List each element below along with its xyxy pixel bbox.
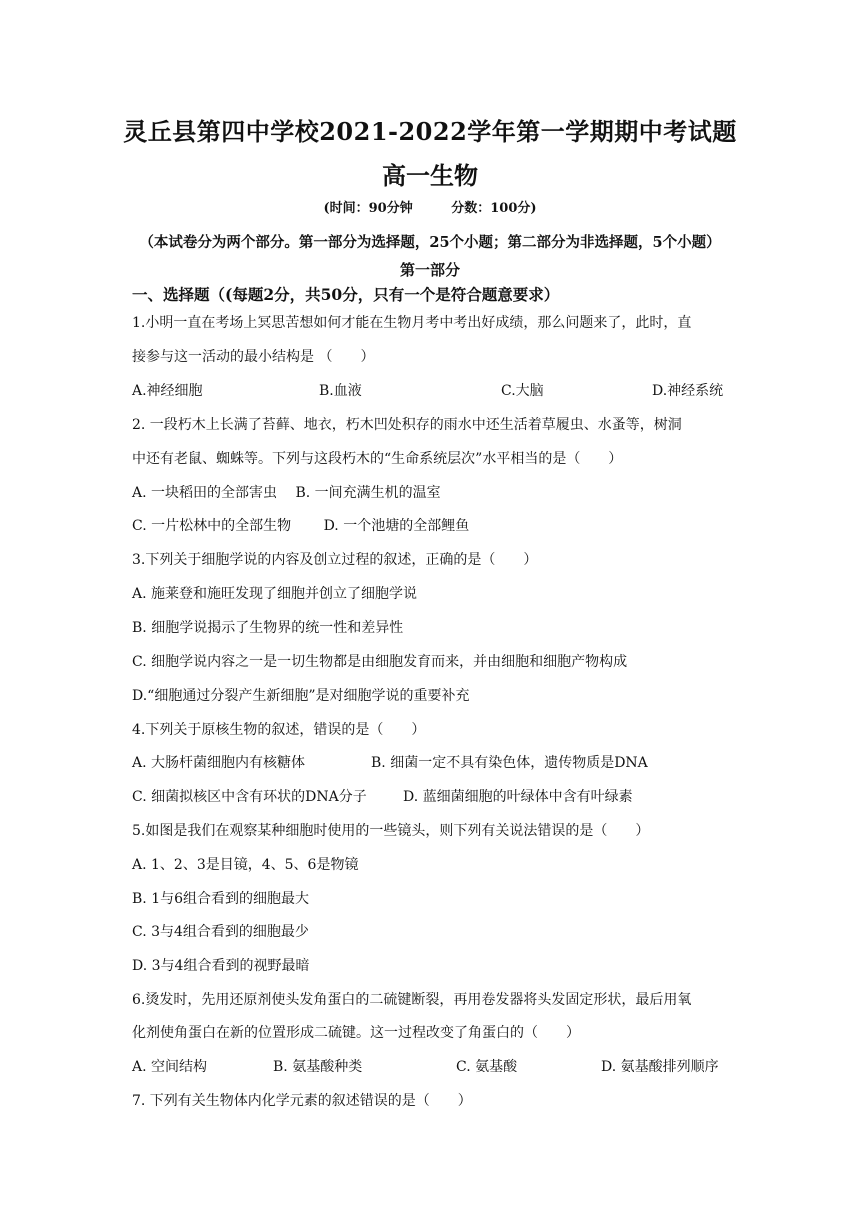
q6-option-c: C. 氨基酸 <box>456 1059 518 1075</box>
q5-option-d: D. 3与4组合看到的视野最暗 <box>132 958 310 974</box>
q6-stem-line2: 化剂使角蛋白在新的位置形成二硫键。这一过程改变了角蛋白的（ ） <box>132 1025 580 1041</box>
exam-score: 分数：100分) <box>451 201 537 216</box>
q1-option-c: C.大脑 <box>501 383 544 399</box>
exam-title: 灵丘县第四中学校2021-2022学年第一学期期中考试题 <box>123 117 737 146</box>
q2-stem-line1: 2. 一段朽木上长满了苔藓、地衣，朽木凹处积存的雨水中还生活着草履虫、水蚤等，树洞 <box>132 417 682 433</box>
q4-option-b: B. 细菌一定不具有染色体，遗传物质是DNA <box>371 755 648 771</box>
section-heading: 一、选择题（(每题2分，共50分，只有一个是符合题意要求） <box>132 285 560 304</box>
q6-stem-line1: 6.烫发时，先用还原剂使头发角蛋白的二硫键断裂，再用卷发器将头发固定形状，最后用氧 <box>132 992 692 1008</box>
q6-option-a: A. 空间结构 <box>132 1059 208 1075</box>
q1-option-d: D.神经系统 <box>652 383 724 399</box>
q2-options-ab: A. 一块稻田的全部害虫 B. 一间充满生机的温室 <box>132 485 441 501</box>
q1-option-a: A.神经细胞 <box>132 383 203 399</box>
exam-note: （本试卷分为两个部分。第一部分为选择题，25个小题；第二部分为非选择题，5个小题） <box>139 234 721 251</box>
q5-stem: 5.如图是我们在观察某种细胞时使用的一些镜头，则下列有关说法错误的是（ ） <box>132 823 650 839</box>
q2-stem-line2: 中还有老鼠、蜘蛛等。下列与这段朽木的“生命系统层次”水平相当的是（ ） <box>132 451 623 467</box>
q5-option-a: A. 1、2、3是目镜，4、5、6是物镜 <box>132 857 359 873</box>
q4-option-a: A. 大肠杆菌细胞内有核糖体 <box>132 755 306 771</box>
q2-options-cd: C. 一片松林中的全部生物 D. 一个池塘的全部鲤鱼 <box>132 518 470 534</box>
q4-option-c: C. 细菌拟核区中含有环状的DNA分子 <box>132 789 367 805</box>
q3-option-c: C. 细胞学说内容之一是一切生物都是由细胞发育而来，并由细胞和细胞产物构成 <box>132 654 628 670</box>
q1-stem-line2: 接参与这一活动的最小结构是 （ ） <box>132 349 375 365</box>
q3-option-d: D.“细胞通过分裂产生新细胞”是对细胞学说的重要补充 <box>132 688 470 704</box>
exam-meta <box>0 197 860 216</box>
part-heading: 第一部分 <box>399 261 460 279</box>
exam-subject: 高一生物 <box>382 161 478 190</box>
q6-option-b: B. 氨基酸种类 <box>273 1059 363 1075</box>
q3-stem: 3.下列关于细胞学说的内容及创立过程的叙述，正确的是（ ） <box>132 552 538 568</box>
q5-option-c: C. 3与4组合看到的细胞最少 <box>132 924 309 940</box>
q3-option-a: A. 施莱登和施旺发现了细胞并创立了细胞学说 <box>132 586 418 602</box>
q5-option-b: B. 1与6组合看到的细胞最大 <box>132 891 310 907</box>
q3-option-b: B. 细胞学说揭示了生物界的统一性和差异性 <box>132 620 404 636</box>
q4-stem: 4.下列关于原核生物的叙述，错误的是（ ） <box>132 722 426 738</box>
q1-option-b: B.血液 <box>319 383 362 399</box>
q4-option-d: D. 蓝细菌细胞的叶绿体中含有叶绿素 <box>403 789 633 805</box>
q1-stem-line1: 1.小明一直在考场上冥思苦想如何才能在生物月考中考出好成绩，那么问题来了，此时，直 <box>132 315 692 331</box>
q7-stem: 7. 下列有关生物体内化学元素的叙述错误的是（ ） <box>132 1093 472 1109</box>
exam-time: (时间：90分钟 <box>323 201 413 216</box>
q6-option-d: D. 氨基酸排列顺序 <box>601 1059 719 1075</box>
